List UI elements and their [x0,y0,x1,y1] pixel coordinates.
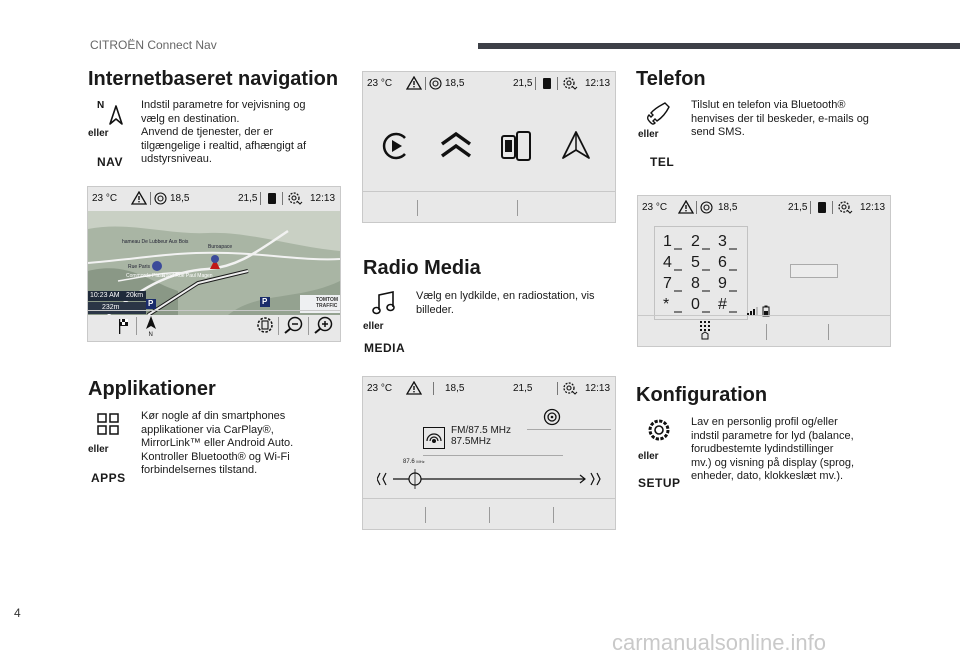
phone-status-bar [638,196,890,220]
nav-description: Indstil parametre for vejvisning og vælg en destination. Anvend de tjenester, der er tilgængelige i realtid, afhængigt af udstyrsniveau. [141,99,307,165]
key-7[interactable]: 7 [663,275,672,292]
settings-status-icon [562,381,578,396]
map-time: 10:23 AM [90,292,120,299]
signal-icon [429,77,442,90]
temp-left: 18,5 [718,202,738,213]
warning-icon [678,200,694,214]
radio-signal-icon[interactable] [543,408,561,426]
apps-screen [362,71,616,223]
clock: 12:13 [585,78,611,89]
telefon-eller: eller [638,129,659,140]
parking-icon: P [148,299,154,308]
map-next-distance: 232m [102,304,120,311]
temperature: 23 °C [367,78,393,89]
temp-left: 18,5 [445,78,465,89]
nav-screen [87,186,341,342]
radio-screen [362,376,616,530]
radio-description: Vælg en lydkilde, en radiostation, vis billeder. [416,290,595,316]
header-title: CITROËN Connect Nav [90,38,217,52]
phone-status-icon [266,192,278,205]
watermark: carmanualsonline.info [612,630,827,655]
map-label: hameau De Lubbeur Aux Bois [122,239,189,245]
radio-station-icon [423,427,445,449]
key-hash[interactable]: # [718,296,727,313]
radio-bottom-bar [363,498,615,529]
telefon-heading: Telefon [636,68,706,90]
temp-left: 18,5 [445,383,465,394]
mirrorlink-icon[interactable] [439,130,473,162]
nav-key: NAV [97,155,123,169]
map-label: Rue Paris [128,264,150,270]
zoom-out-icon[interactable] [284,316,304,334]
key-9[interactable]: 9 [718,275,727,292]
konfig-eller: eller [638,451,659,462]
station-name: FM/87.5 MHz [451,425,512,436]
konfig-description: Lav en personlig profil og/eller indstil parametre for lyd (balance, forudbestemte lydindstillinger mv.) og visning på display (sprog, enheder, dato, klokkeslæt mv.). [691,416,855,482]
tomtom-logo: TRAFFIC [316,303,338,309]
temp-left: 18,5 [170,193,190,204]
temp-right: 21,5 [788,202,808,213]
konfig-key: SETUP [638,476,681,490]
north-icon[interactable] [144,315,158,337]
key-4[interactable]: 4 [663,254,672,271]
svg-text:N: N [97,100,105,111]
svg-text:N: N [148,332,153,337]
key-2[interactable]: 2 [691,233,700,250]
signal-icon [700,201,713,214]
nav-arrow-icon [96,98,124,126]
number-display[interactable] [790,264,838,278]
key-0[interactable]: 0 [691,296,700,313]
carplay-icon[interactable] [379,130,411,162]
temperature: 23 °C [92,193,118,204]
telefon-key: TEL [650,155,675,169]
clock: 12:13 [860,202,886,213]
keypad [654,226,748,320]
map-label: Commorde Plasa [126,273,165,279]
apps-bottom-bar [363,191,615,222]
route-options-icon[interactable] [256,316,274,334]
nav-status-bar [88,187,340,211]
settings-status-icon [837,200,853,215]
flag-icon[interactable] [118,318,130,334]
warning-icon [131,191,147,205]
page-number: 4 [14,606,21,620]
temp-right: 21,5 [513,383,533,394]
nav-bottom-bar [88,310,340,341]
radio-status-bar [363,377,615,401]
nav-eller: eller [88,128,109,139]
key-6[interactable]: 6 [718,254,727,271]
divider [423,455,563,456]
apps-heading: Applikationer [88,378,216,400]
settings-gear-icon [646,417,672,443]
settings-status-icon [287,191,303,206]
temperature: 23 °C [642,202,668,213]
phone-status-icon [816,201,828,214]
radio-heading: Radio Media [363,257,481,279]
dialpad-icon[interactable] [698,320,712,340]
map-label: Rond Rue Paul Magen [162,273,213,279]
tuner-slider[interactable] [377,469,603,489]
radio-key: MEDIA [364,341,406,355]
header-bar [478,43,960,49]
map-distance: 20km [126,292,144,299]
apps-key: APPS [91,471,126,485]
warning-icon [406,381,422,395]
apps-description: Kør nogle af din smartphones applikationer via CarPlay®, MirrorLink™ eller Android Auto. Kontroller Bluetooth® og Wi-Fi forbindelsernes tilstand. [141,410,294,476]
parking-icon: P [262,297,268,306]
station-frequency: 87.5MHz [451,436,492,447]
apps-grid-icon [97,413,119,435]
key-8[interactable]: 8 [691,275,700,292]
apps-status-bar [363,72,615,96]
key-star[interactable]: * [663,296,670,313]
map-label: Buroapace [208,244,233,250]
tuner-frequency: 87.6 MHz [403,459,425,465]
connectivity-icon[interactable] [561,130,591,162]
clock: 12:13 [310,193,336,204]
nav-map[interactable] [88,211,340,315]
warning-icon [406,76,422,90]
temp-right: 21,5 [513,78,533,89]
apps-eller: eller [88,444,109,455]
phone-status-icon [541,77,553,90]
phone-icon [646,102,672,126]
android-auto-icon[interactable] [501,130,531,162]
music-note-icon [372,290,396,316]
settings-status-icon [562,76,578,91]
temp-right: 21,5 [238,193,258,204]
signal-icon [154,192,167,205]
nav-heading: Internetbaseret navigation [88,68,339,90]
temperature: 23 °C [367,383,393,394]
key-1[interactable]: 1 [663,233,672,250]
konfig-heading: Konfiguration [636,384,768,406]
key-3[interactable]: 3 [718,233,727,250]
station-item[interactable] [423,425,613,451]
key-5[interactable]: 5 [691,254,700,271]
phone-bottom-bar [638,315,890,346]
radio-eller: eller [363,321,384,332]
zoom-in-icon[interactable] [314,316,334,334]
telefon-description: Tilslut en telefon via Bluetooth® henvises der til beskeder, e-mails og send SMS. [691,99,869,138]
phone-screen [637,195,891,347]
clock: 12:13 [585,383,611,394]
tomtom-logo: TOMTOM [316,297,339,303]
